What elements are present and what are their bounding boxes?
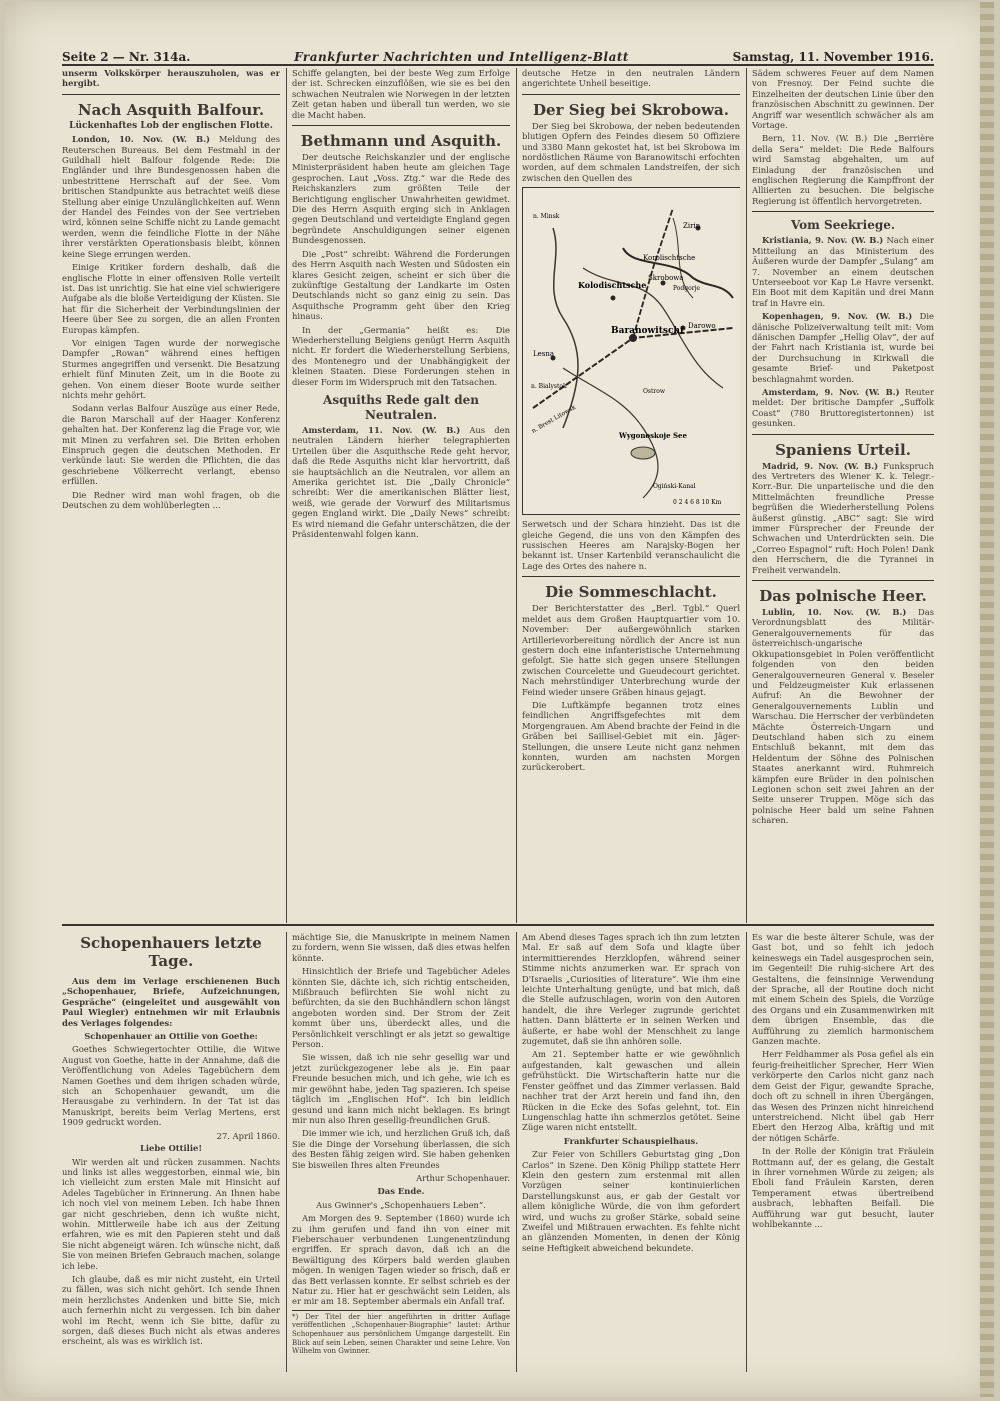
column-divider xyxy=(516,68,517,923)
town-marker xyxy=(611,296,616,301)
map-scale: 0 2 4 6 8 10 Km xyxy=(673,499,722,507)
newspaper-title: Frankfurter Nachrichten und Intelligenz-Blatt xyxy=(294,50,629,64)
feuilleton-text: Die immer wie ich, und herzlichen Gruß ich, daß Sie die Dinge der Vorsehung überlassen, die sich des Besten fähig zeigen wird. Sie haben gehenken Sie bisweilen Ihres alten Freundes xyxy=(292,1128,510,1170)
newspaper-page xyxy=(4,2,994,1397)
divider xyxy=(522,94,740,95)
article-text: Der Sieg bei Skrobowa, der neben bedeutenden blutigen Opfern des Feindes diesem 50 Offiziere und 3380 Mann gekostet hat, ist bei Skrobowa im nordöstlichen Räume von Baranowitschi erfochten worden, auf dem schmalen Landstreifen, der sich zwischen den Quellen des xyxy=(522,120,740,183)
feuilleton-column-2 xyxy=(292,932,510,1372)
feuilleton-text: Am Abend dieses Tages sprach ich ihn zum letzten Mal. Er saß auf dem Sofa und klagte über intermittierendes Herzklopfen, während seiner Stimme nichts anzumerken war. Er sprach von D'Israelis „Curiosities of literature“. Wie ihm eine leichte Unterhaltung genügte, und bat mich, daß die Stelle aufzuschlagen, worin von den Autoren handelt, die ihre Verleger zugrunde gerichtet hatten. Dann blätterte er in seinen Werken und äußerte, er habe wohl der Menschheit zu lange zugemutet, daß sie ihn anhören solle. xyxy=(522,932,740,1047)
feuilleton-text: Wir werden alt und rücken zusammen. Nachts und links ist alles weggestorben, einmal wie, bin ich vielleicht zum ersten Male mit Hinsicht auf Adeles Tagebücher in Erinnerung. An Ihnen habe ich noch viel von meinem Leben. Ich habe Ihnen gar nicht geschrieben, denn ich wußte nicht, wohin. Mittlerweile habe ich aus der Zeitung erfahren, wie es mit den Papieren steht und daß Sie nicht abgeneigt wären. Ich wünsche nicht, daß Sie von meinen Briefen Gebrauch machen, solange ich lebe. xyxy=(62,1156,280,1271)
dateline: Amsterdam, 11. Nov. (W. B.) xyxy=(302,424,461,435)
column-divider xyxy=(746,68,747,923)
feuilleton-subhead: Schopenhauer an Ottilie von Goethe: xyxy=(84,1031,258,1042)
divider xyxy=(62,94,280,95)
map-label: Zirin xyxy=(683,222,701,231)
feuilleton-column-3 xyxy=(522,932,740,1372)
map-label: n. Minsk xyxy=(533,213,560,221)
col3-lead: deutsche Hetze in den neutralen Ländern angerichtete Unheil beseitige. xyxy=(522,68,740,89)
article-text: Meldung des Reuterschen Bureaus. Bei dem Festmahl in der Guildhall hielt Balfour folgende Rede: Die Engländer und ihre Bundesgenossen haben die unbestrittene Herrschaft auf der See. Vom britischen Standpunkte aus betrachtet weiß diese Stellung aber einige Unzulänglichkeiten auf. Wenn der Handel des Feindes von der See vertrieben wird, können seine Schiffe nicht zu Lande gemacht werden, wenn die feindliche Flotte in der Nähe ihrer verstärkten Operationsbasis bleibt, können keine Siege errungen werden. xyxy=(62,134,280,259)
column-3 xyxy=(522,68,740,923)
dateline: Kristiania, 9. Nov. (W. B.) xyxy=(762,235,884,246)
article-text: Die Redner wird man wohl fragen, ob die Deutschen zu dem wohlüberlegten ... xyxy=(62,489,280,511)
article-text: Reuter meldet: Der britische Dampfer „Suffolk Coast“ (780 Bruttoregistertonnen) ist gesunken. xyxy=(752,386,934,429)
column-divider xyxy=(286,68,287,923)
column-divider xyxy=(516,932,517,1372)
headline-asquith-balfour: Nach Asquith Balfour. xyxy=(77,100,265,119)
letter-date: 27. April 1860. xyxy=(216,1130,280,1141)
map-caption: Serwetsch und der Schara hinzieht. Das ist die gleiche Gegend, die uns von den Kämpfen des russischen Heeres am Narajsky-Bogen her bekannt ist. Unser Kartenbild veranschaulicht die Lage des Ortes des nahere n. xyxy=(522,519,740,571)
column-divider xyxy=(746,932,747,1372)
section-subhead: Aus Gwinner's „Schopenhauers Leben“. xyxy=(316,1199,486,1210)
headline-polnische-heer: Das polnische Heer. xyxy=(759,587,927,606)
headline-sieg-skrobowa: Der Sieg bei Skrobowa. xyxy=(533,100,729,119)
feuilleton-text: mächtige Sie, die Manuskripte in meinem Namen zu fordern, wenn Sie wissen, daß dies etwas helfen könnte. xyxy=(292,932,510,963)
feuilleton-text: Sie wissen, daß ich nie sehr gesellig war und jetzt zurückgezogener lebe als je. Ein paar Freunde besuchen mich, und ich gehe, wie ich es mir gewöhnt habe, jeden Tag spazieren. Ich speise täglich im „Englischen Hof“. Ich bin leidlich gesund und kann mich nicht beklagen. Es bringt mir nun also Ihren gesellig-freundlichen Gruß. xyxy=(292,1052,510,1125)
article-text: Die dänische Polizeiverwaltung teilt mit: Vom dänischen Dampfer „Hellig Olav“, der auf der Fahrt nach Kristiania ist, wurde bei der Durchsuchung in Kirkwall die gesamte Brief- und Paketpost beschlagnahmt worden. xyxy=(752,311,934,384)
divider xyxy=(752,211,934,212)
page-number: Seite 2 — Nr. 314a. xyxy=(62,50,191,64)
column-4 xyxy=(752,68,934,923)
masthead xyxy=(62,42,934,66)
divider xyxy=(522,576,740,577)
footnote: *) Der Titel der hier angeführten in dritter Auflage veröffentlichen „Schopenhauer-Biographie“ lautet: Arthur Schopenhauer aus persönlichem Umgange dargestellt. Ein Blick auf sein Leben, seinen Charakter und seine Lehre. Von Wilhelm von Gwinner. xyxy=(292,1310,510,1356)
page-edge xyxy=(980,2,994,1397)
map-label: Kolodischtsche xyxy=(578,280,647,291)
divider xyxy=(752,434,934,435)
dateline: Kopenhagen, 9. Nov. (W. B.) xyxy=(762,311,913,322)
map-label: Ogiński-Kanal xyxy=(653,483,696,491)
letter-salutation: Liebe Ottilie! xyxy=(139,1143,203,1154)
map-label: Darowo xyxy=(688,322,716,331)
map-label: Ostrow xyxy=(643,388,666,396)
feuilleton-text: Hinsichtlich der Briefe und Tagebücher Adeles könnten Sie, dächte ich, sich richtig entscheiden, Mißbrauch befürchten Sie wohl nicht zu befürchten, da sie den Buchhändlern schon längst angeboten worden sind. Der Strom der Zeit kommt über uns, überdeckt alles, und die Persönlichkeit verschlingt er als jetzt so gewaltige Person. xyxy=(292,966,510,1050)
col1-lead: unserm Volkskörper herauszuholen, was er hergibt. xyxy=(62,68,280,89)
article-text: Sodann verlas Balfour Auszüge aus einer Rede, die Baron Marschall auf der Haager Konferenz gehalten hat. Der Konferenz lag die Frage vor, wie mit Minen zu verfahren sei. Die Briten erhoben Einspruch gegen die deutschen Methoden. Er verkünde laut: Sie werden die Pflichten, die das geschriebene Völkerrecht verlangt, ebenso erfüllen. xyxy=(62,403,280,487)
map-label: Korolischtsche xyxy=(643,254,696,263)
map-label: n. Brest Litowsk xyxy=(530,404,578,435)
feuilleton-text: Goethes Schwiegertochter Ottilie, die Witwe August von Goethe, hatte in der Annahme, daß die Veröffentlichung von Adeles Tagebüchern dem Namen Goethes und dem ihrigen schaden würde, sich an Schopenhauer gewandt, um die Herausgabe zu verhindern. In der Tat ist das Manuskript, bereits beim Verlag Mertens, erst 1909 gedruckt worden. xyxy=(62,1044,280,1128)
signature: Arthur Schopenhauer. xyxy=(416,1172,510,1183)
issue-date: Samstag, 11. November 1916. xyxy=(732,50,934,64)
railway xyxy=(633,208,673,338)
map-label: Skrobowa xyxy=(648,274,684,283)
headline-spaniens-urteil: Spaniens Urteil. xyxy=(775,440,911,459)
article-text: Das Verordnungsblatt des Militär-Generalgouvernements für das österreichisch-ungarische Okkupationsgebiet in Polen veröffentlicht folgenden von den beiden Generalgouverneuren General v. Beseler und Feldzeugmeister Kuk erlassenen Aufruf: An die Bewohner der Generalgouvernements Lublin und Warschau. Die Herrscher der verbündeten Mächte Österreich-Ungarn und Deutschland haben sich zu einem Entschluß bekannt, mit dem das Heldentum der Söhne des Polnischen Staates anerkannt wird. Ruhmreich kämpfen eure Brüder in den polnischen Legionen schon seit zwei Jahren an der Seite unserer Truppen. Möge sich das polnische Heer bald um seine Fahnen scharen. xyxy=(752,607,934,826)
feuilleton-divider xyxy=(62,924,934,926)
column-1 xyxy=(62,68,280,923)
article-text: Die Luftkämpfe begannen trotz eines feindlichen Angriffsgefechtes mit dem Morgengrauen. Am Abend brachte der Feind in die Gräben bei Saillisel-Gebiet mit ein. Jäger-Stellungen, die unsere Leute nicht ganz nehmen konnten, wurden am nachsten Morgen zurückerobert. xyxy=(522,699,740,773)
feuilleton-intro: Aus dem im Verlage erschienenen Buch „Schopenhauer, Briefe, Aufzeichnungen, Gespräche“ (eingeleitet und ausgewählt von Paul Wiegler) entnehmen wir mit Erlaubnis des Verlages folgendes: xyxy=(62,976,280,1028)
feuilleton-text: Es war die beste älterer Schule, was der Gast bot, und so fehlt ich jedoch keineswegs ein Tadel ausgesprochen sein, im Gegenteil! Die ruhig-sichere Art des Gestaltens, die feinsinnige Verwendung der Sprache, all der Routine doch nicht mit einem Schein des Spiels, die Vorzüge des Organs und ein Zusammenwirken mit dem übrigen Ensemble, das die Aufführung zu ziemlich harmonischem Ganzen machte. xyxy=(752,932,934,1047)
divider xyxy=(292,125,510,126)
map-label: Podgorje xyxy=(673,285,700,293)
article-text: Einige Kritiker fordern deshalb, daß die englische Flotte in einer offensiven Rolle verteilt ist. Das ist unrichtig. Sie hat eine viel schwierigere Aufgabe als die bloße Verteidigung der Küsten. Sie hat für die Sicherheit der Verbindungslinien der Heere über See zu sorgen, die an allen Fronten Europas kämpfen. xyxy=(62,262,280,335)
feuilleton-text: Am 21. September hatte er wie gewöhnlich aufgestanden, kalt gewaschen und allein gefrühstückt. Die Wirtschafterin hatte nur die Fenster geöffnet und das Zimmer verlassen. Bald nachher trat der Arzt herein und fand ihn, den Rücken in die Ecke des Sofas gelehnt, tot. Ein Lungenschlag hatte ihn schmerzlos getötet. Seine Züge waren nicht entstellt. xyxy=(522,1049,740,1133)
subhead-flotte: Lückenhaftes Lob der englischen Flotte. xyxy=(69,120,273,131)
feuilleton-text: Ich glaube, daß es mir nicht zusteht, ein Urteil zu fällen, was sich nicht gehört. Ich sende Ihnen mein herzlichstes Andenken und bitte Sie, mich auch fernerhin nicht zu vergessen. Ich bin daher wohl im Recht, wenn ich Sie bitte, dafür zu sorgen, daß dieses Buch nicht als etwas anderes erscheint, als was es wirklich ist. xyxy=(62,1273,280,1347)
feuilleton-column-4 xyxy=(752,932,934,1372)
col4-lead: Sädem schweres Feuer auf dem Namen von Fresnoy. Der Feind suchte die Einzelheiten der deutschen Linie über den französischen Abschnitt zu gewinnen. Der Angriff war wesentlich schwächer als am Vortage. xyxy=(752,68,934,131)
column-2 xyxy=(292,68,510,923)
article-text: Die „Post“ schreibt: Während die Forderungen des Herrn Asquith nach Westen und Südosten ein klares Gesicht zeigen, scheint er sich über die zukünftige Gestaltung der Landkarte im Osten Deutschlands nicht so ganz einig zu sein. Das Asquithsche Programm geht über den Krieg hinaus. xyxy=(292,248,510,322)
article-text: Der deutsche Reichskanzler und der englische Ministerpräsident haben heute am gleichen Tage gesprochen. Laut „Voss. Ztg.“ war die Rede des Reichskanzlers zum größten Teile der Berichtigung englischer Unwahrheiten gewidmet. Die des Herrn Asquith erging sich in Anklagen gegen Deutschland und verteidigte England gegen begründete Anschuldigungen seiner eigenen Bundesgenossen. xyxy=(292,152,510,246)
article-text: In der „Germania“ heißt es: Die Wiederherstellung Belgiens genügt Herrn Asquith nicht. Er fordert die Wiederherstellung Serbiens, des Montenegro und der Unabhängigkeit der kleinen Staaten. Diese Forderungen stehen in dieser Form im Widerspruch mit den Tatsachen. xyxy=(292,324,510,387)
article-text: Nach einer Mitteilung an das Ministerium des Äußeren wurde der Dampfer „Sulang“ am 7. November an einem deutschen Unterseeboot vor Kap Le Havre versenkt. Ein Boot mit dem Kapitän und drei Mann traf in Havre ein. xyxy=(752,235,934,308)
headline-seekriege: Vom Seekriege. xyxy=(790,218,896,233)
feuilleton-text: Herr Feldhammer als Posa gefiel als ein feurig-freiheitlicher Sprecher, Herr Wien verkörperte den Carlos nicht ganz nach dem Geist der Figur, gewandte Sprache, doch oft zu schnell in ihren Übergängen, das Wesen des Prinzen nicht hinreichend unterstreichend. Nicht übel gab Herr Ebert den Herzog Alba, kräftig und mit der nötigen Schärfe. xyxy=(752,1049,934,1143)
dateline: Amsterdam, 9. Nov. (W. B.) xyxy=(762,386,900,397)
feuilleton-text: Zur Feier von Schillers Geburtstag ging „Don Carlos“ in Szene. Den König Philipp stattete Herr Klein den gestern zum erstenmal mit allen Vorzügen seiner kontinuierlichen Darstellungskunst aus, er gab der Gestalt vor allem königliche Würde, die von ihm gefordert wird, und wuchs zu großer Stärke, sobald seine Zweifel und Mißtrauen erwachten. Es fehlte nicht an glänzenden Momenten, in denen der König seine Heftigkeit abweichend bekundete. xyxy=(522,1149,740,1253)
col2-lead: Schiffe gelangten, bei der beste Weg zum Erfolge der ist. Schrecken einzuflößen, wie sie es bei den schwachen Neutralen wie Norwegen in der letzten Zeit getan haben und überall tun werden, wo sie die Macht haben. xyxy=(292,68,510,120)
article-text: Aus den neutralen Ländern hierher telegraphierten Urteilen über die Asquithsche Rede geht hervor, daß die Rede Asquiths nicht klar hervortritt, daß sie hauptsächlich an die Neutralen, vor allem an Amerika gerichtet ist. Die „Daily Chronicle“ schreibt: Wer die amerikanischen Blätter liest, weiß, wie gerade der Vorwurf des Militarismus gegen England wirkt. Die „Daily News“ schreibt: Es wird niemand die Gefahr unterschätzen, die der Präsidentenwahl folgen kann. xyxy=(292,424,510,540)
map-drawing xyxy=(523,188,739,512)
column-divider xyxy=(286,932,287,1372)
map-label: Lesna xyxy=(533,350,555,359)
section-head-schauspielhaus: Frankfurter Schauspielhaus. xyxy=(563,1135,699,1146)
map-label: n. Bialystok xyxy=(531,383,567,391)
dateline: London, 10. Nov. (W. B.) xyxy=(72,134,211,145)
feuilleton-text: In der Rolle der Königin trat Fräulein Rottmann auf, der es gelang, die Gestalt in ihrer vornehmen Würde zu zeigen; als Eboli fand Fräulein Karsten, deren Temperament etwas übertreibend ausbrach, lebhaften Beifall. Die Aufführung war gut besucht, lauter wohlbekannte ... xyxy=(752,1146,934,1229)
divider xyxy=(752,580,934,581)
map-label: Baranowitschi xyxy=(611,326,684,337)
map-label: Wygonoskoje See xyxy=(619,431,687,441)
feuilleton-text: Am Morgen des 9. September (1860) wurde ich zu ihm gerufen und fand ihn von einer mit Fieberschauer verbundenen Lungenentzündung ergriffen. Er sprach davon, daß ich an die Bewältigung des Körpers bald werden glauben mögen. In wenigen Tagen wieder so frisch, daß er das Bett verlassen konnte. Er selbst schrieb es der Natur zu. Hier hat er geschwächt sein Leiden, als er mir am 18. September abermals ein Anfall traf. xyxy=(292,1213,510,1307)
river-schtschara xyxy=(553,228,578,428)
headline-sommeschlacht: Die Sommeschlacht. xyxy=(545,583,717,602)
section-head-ende: Das Ende. xyxy=(377,1186,425,1197)
article-text: Bern, 11. Nov. (W. B.) Die „Berrière della Sera“ meldet: Die Rede Balfours wird Samstag abgehalten, um auf Einladung der französischen und englischen Regierung die Kampffront der Alliierten zu besuchen. Die belgische Regierung ist öffentlich hervorgetreten. xyxy=(752,133,934,206)
feuilleton-column-1 xyxy=(62,932,280,1372)
battle-map xyxy=(522,187,740,515)
article-text: Der Berichterstatter des „Berl. Tgbl.“ Querl meldet aus dem Großen Hauptquartier vom 10. November: Der außergewöhnlich starken Artillerievorbereitung nördlich der Ancre ist nun gestern doch eine infanteristische Unternehmung gefolgt. Sie hatte sich gegen unsere Stellungen zwischen Courcelette und Gueudecourt gerichtet. Nach mehrstündiger Unterbrechung wurde der Feind wieder unsere Gräben hinaus gejagt. xyxy=(522,603,740,697)
article-text: Vor einigen Tagen wurde der norwegische Dampfer „Rowan“ während eines heftigen Sturmes angegriffen und versenkt. Die Besatzung erhielt fünf Minuten Zeit, um in die Boote zu gehen. Von einem dieser Boote wurde seither nichts mehr gehört. xyxy=(62,337,280,400)
headline-bethmann-asquith: Bethmann und Asquith. xyxy=(300,132,502,151)
lake-wygonoskoje xyxy=(631,447,655,459)
article-text: Funkspruch des Vertreters des Wiener K. k. Telegr.-Korr.-Bur. Die unparteiische und die den Mittelmächten freundliche Presse begrüßen die Wiederherstellung Polens äußerst günstig. „ABC“ sagt: Sie wird immer Fürsprecher der Freunde der Schwachen und Unterdrückten sein. Die „Correo Espagnol“ ruft: Hoch Polen! Dank den Herrschern, die die Tyrannei in Freiheit verwandeln. xyxy=(752,460,934,575)
headline-schopenhauer: Schopenhauers letzte Tage. xyxy=(80,934,262,970)
dateline: Madrid, 9. Nov. (W. B.) xyxy=(762,460,879,471)
dateline: Lublin, 10. Nov. (W. B.) xyxy=(762,607,907,618)
headline-rede-neutralen: Asquiths Rede galt den Neutralen. xyxy=(323,392,479,422)
